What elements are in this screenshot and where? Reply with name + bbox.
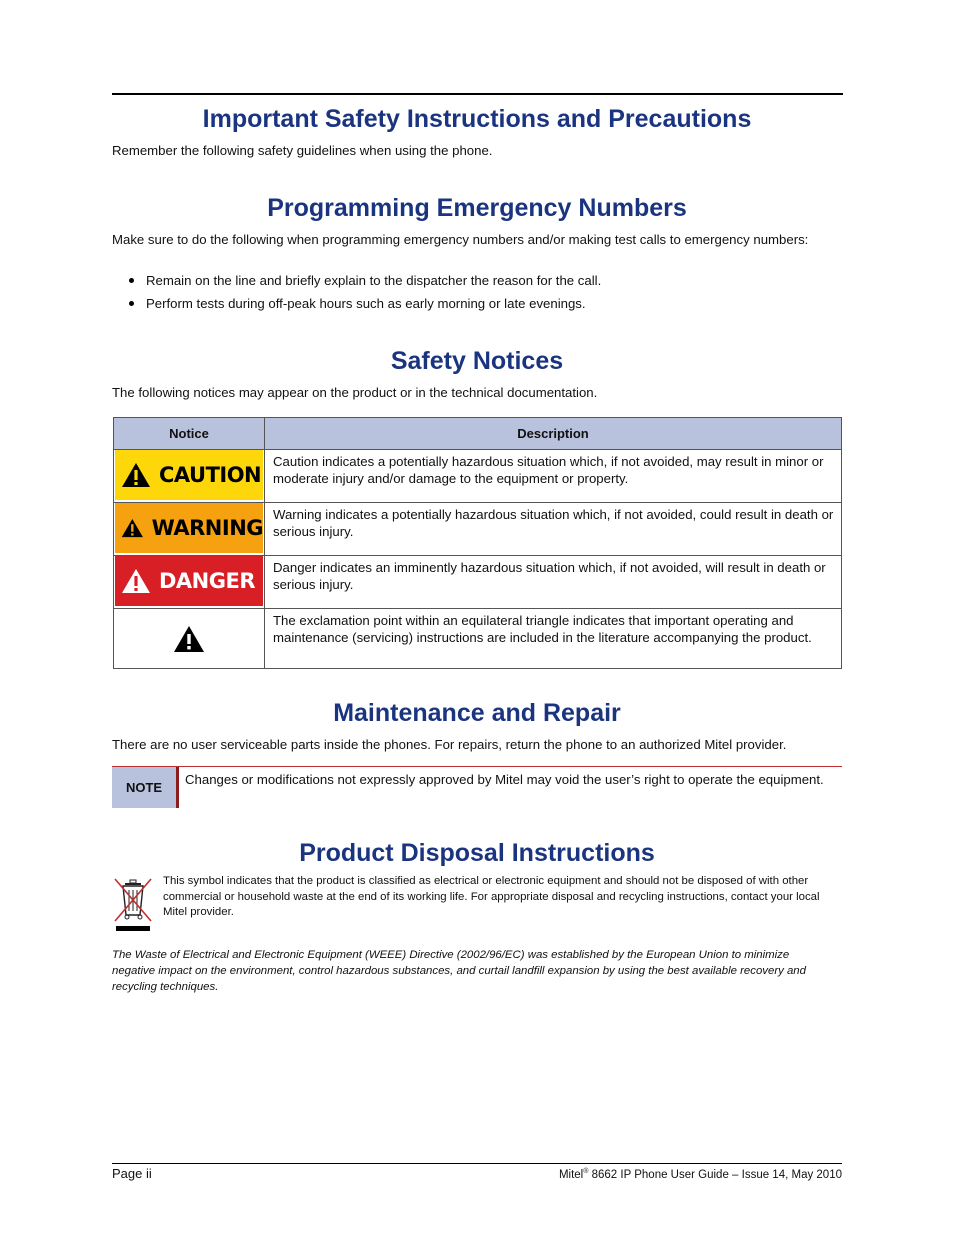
table-row [114, 503, 842, 556]
table-header-notice: Notice [114, 418, 265, 450]
footer-title [559, 1168, 842, 1181]
warning-triangle-icon [121, 515, 144, 541]
warning-description: Warning indicates a potentially hazardous situation which, if not avoided, could result in death or serious injury. [265, 503, 842, 556]
maintenance-intro: There are no user serviceable parts inside the phones. For repairs, return the phone to an authorized Mitel provider. [112, 737, 787, 752]
section-title-safety: Important Safety Instructions and Precautions [202, 105, 752, 133]
exclamation-triangle-icon [172, 624, 206, 654]
footer-reg-mark: ® [583, 1168, 589, 1175]
table-row [114, 450, 842, 503]
note-text: Changes or modifications not expressly approved by Mitel may void the user’s right to operate the equipment. [185, 772, 824, 787]
section-title-safety-notices: Safety Notices [390, 347, 564, 375]
safety-notices-intro: The following notices may appear on the product or in the technical documentation. [112, 385, 598, 400]
warning-label: WARNING [151, 515, 263, 540]
section-title-disposal: Product Disposal Instructions [299, 839, 655, 867]
warning-triangle-icon [121, 568, 151, 594]
warning-sign [115, 503, 263, 553]
warning-triangle-icon [121, 462, 151, 488]
section-title-maintenance: Maintenance and Repair [333, 699, 621, 727]
section-title-emergency: Programming Emergency Numbers [267, 194, 687, 222]
weee-crossed-bin-icon [113, 877, 153, 933]
emergency-list [112, 272, 842, 318]
caution-description: Caution indicates a potentially hazardous situation which, if not avoided, may result in minor or moderate injury and/or damage to the equipment or property. [265, 450, 842, 503]
emergency-intro: Make sure to do the following when programming emergency numbers and/or making test calls to emergency numbers: [112, 232, 809, 247]
top-rule [112, 93, 843, 95]
page-number: Page ii [112, 1166, 152, 1181]
list-item: Perform tests during off-peak hours such as early morning or late evenings. [112, 295, 842, 312]
list-item: Remain on the line and briefly explain to the dispatcher the reason for the call. [112, 272, 842, 289]
table-header-row [114, 418, 842, 450]
safety-intro: Remember the following safety guidelines when using the phone. [112, 143, 493, 158]
danger-description: Danger indicates an imminently hazardous situation which, if not avoided, will result in death or serious injury. [265, 556, 842, 609]
table-row [114, 556, 842, 609]
caution-label: CAUTION [159, 462, 262, 487]
footer-rule [112, 1163, 842, 1164]
weee-directive: The Waste of Electrical and Electronic Equipment (WEEE) Directive (2002/96/EC) was established by the European Union to minimize negative impact on the environment, control hazardous substances, and curtail landfill expansion by using the best available recovery and recycling techniques. [112, 949, 806, 993]
caution-sign [115, 450, 263, 500]
note-box [112, 766, 842, 809]
footer-brand: Mitel [558, 1168, 584, 1181]
danger-label: DANGER [159, 568, 256, 593]
table-header-description: Description [265, 418, 842, 450]
exclamation-description: The exclamation point within an equilateral triangle indicates that important operating and maintenance (servicing) instructions are included in the literature accompanying the product. [265, 609, 842, 669]
danger-sign [115, 556, 263, 606]
note-label: NOTE [112, 767, 179, 808]
weee-description: This symbol indicates that the product is classified as electrical or electronic equipment and should not be disposed of with other commercial or household waste at the end of its working life. For appropriate disposal and recycling instructions, contact your local Mitel provider. [163, 875, 820, 918]
safety-notices-table [113, 417, 842, 669]
table-row [114, 609, 842, 669]
footer-guide: 8662 IP Phone User Guide – Issue 14, May 2010 [588, 1168, 842, 1181]
